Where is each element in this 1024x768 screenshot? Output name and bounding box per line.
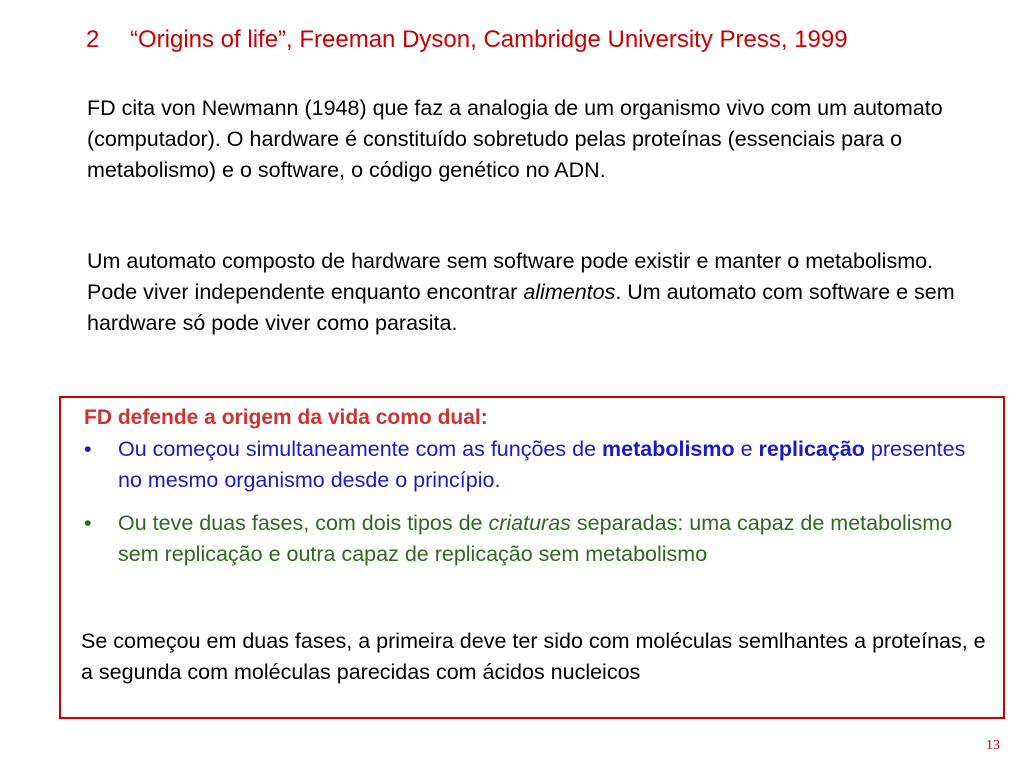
paragraph-automato-text-2: . Um automato com software e sem hardware só pode viver como parasita. <box>87 280 955 335</box>
page-number: 13 <box>986 738 1000 753</box>
bullet1-text-1: Ou começou simultaneamente com as funções de <box>118 437 603 461</box>
bullet-item-two-phases <box>84 508 988 570</box>
bullet1-text-2: e <box>734 437 759 461</box>
bullet1-bold-metabolismo: metabolismo <box>602 437 735 461</box>
paragraph-von-neumann: FD cita von Newmann (1948) que faz a analogia de um organismo vivo com um automato (computador). O hardware é constituído sobretudo pelas proteínas (essenciais para o metabolismo) e o software, o código genético no ADN. <box>87 96 943 182</box>
title-text: “Origins of life”, Freeman Dyson, Cambridge University Press, 1999 <box>130 26 848 53</box>
bullet2-text-2: separadas: uma capaz de metabolismo sem replicação e outra capaz de replicação sem metabolismo <box>118 511 953 566</box>
paragraph-automato <box>87 246 967 339</box>
paragraph-automato-italic: alimentos <box>523 280 616 304</box>
paragraph-automato-text-1: Um automato composto de hardware sem software pode existir e manter o metabolismo. Pode viver independente enquanto encontrar <box>87 249 934 304</box>
bullet-icon: • <box>84 511 92 535</box>
bullet-text <box>118 434 988 496</box>
slide-title <box>86 22 848 58</box>
bullet2-italic-criaturas: criaturas <box>488 511 571 535</box>
bullet1-text-3: presentes no mesmo organismo desde o princípio. <box>118 437 966 492</box>
box-heading: FD defende a origem da vida como dual: <box>84 406 488 429</box>
bullet1-bold-replicacao: replicação <box>758 437 865 461</box>
bullet2-text-1: Ou teve duas fases, com dois tipos de <box>118 511 489 535</box>
title-number: 2 <box>86 26 100 53</box>
bullet-item-simultaneous <box>84 434 988 496</box>
paragraph-conclusion: Se começou em duas fases, a primeira deve ter sido com moléculas semlhantes a proteínas, e a segunda com moléculas parecidas com ácidos nucleicos <box>81 629 986 684</box>
bullet-icon: • <box>84 437 92 461</box>
bullet-text <box>118 508 988 570</box>
